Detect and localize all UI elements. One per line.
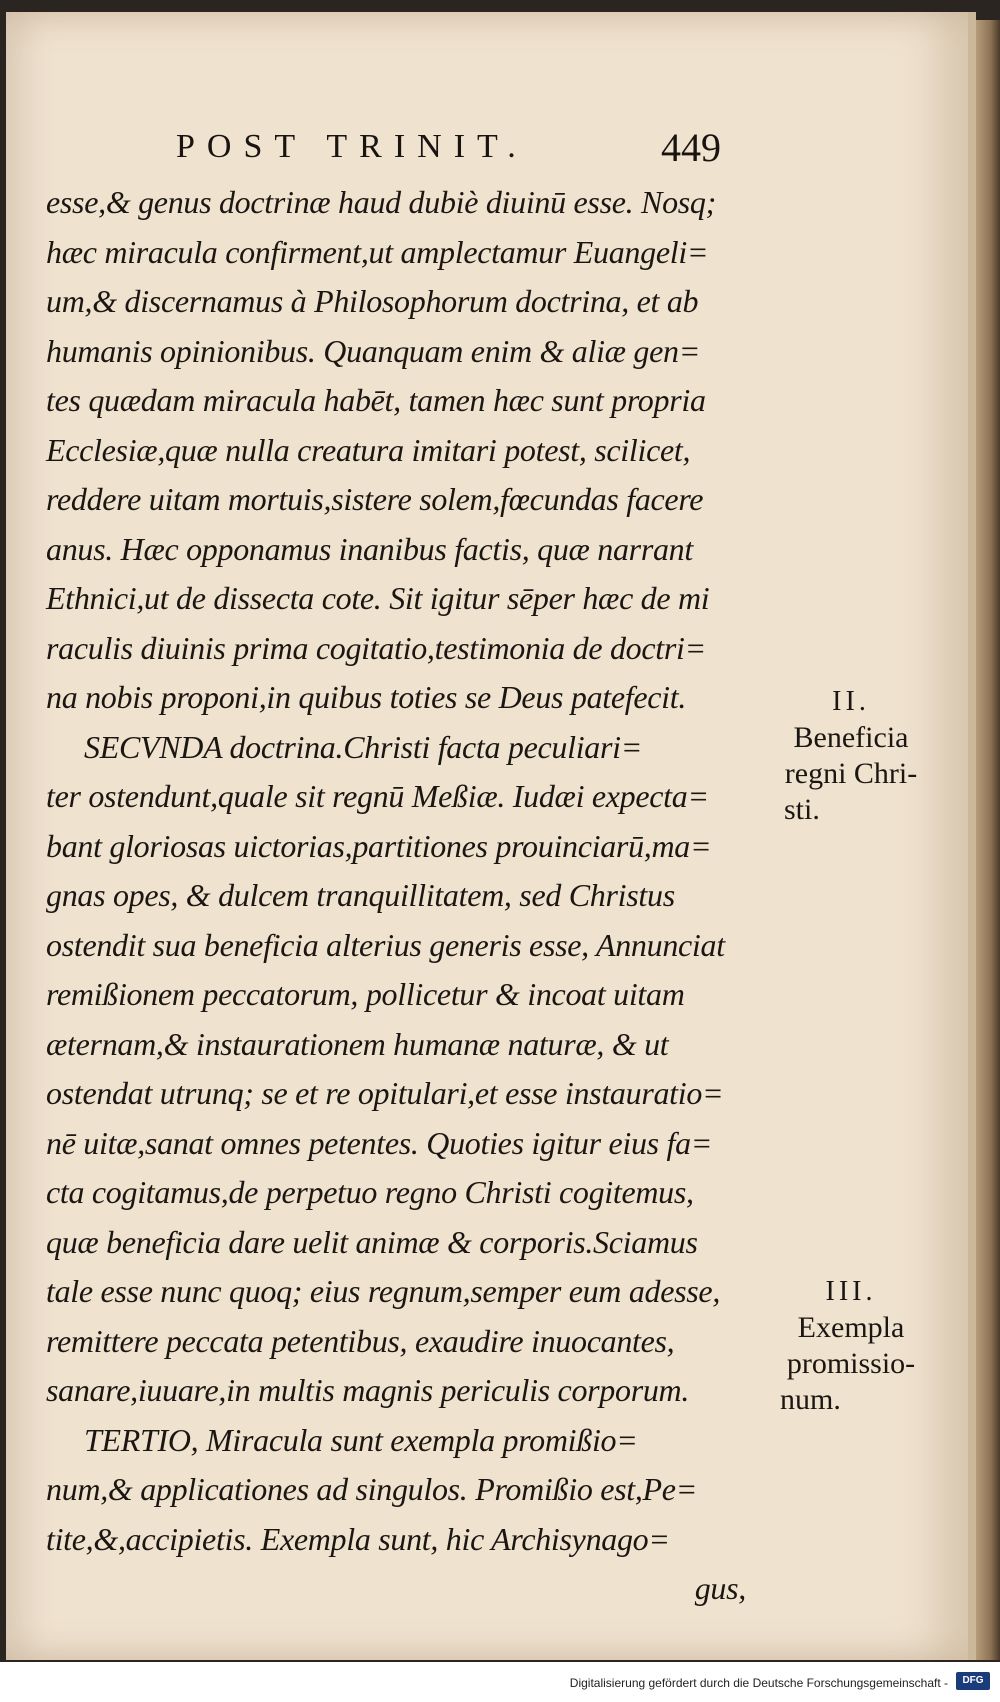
- text-line: tes quædam miracula habēt, tamen hæc sunt propria: [46, 382, 706, 418]
- footer-bar: [0, 1662, 1000, 1702]
- text-line: na nobis proponi,in quibus toties se Deus patefecit.: [46, 679, 687, 715]
- text-line: nē uitæ,sanat omnes petentes. Quoties igitur eius fa=: [46, 1124, 713, 1161]
- margin-note-line: regni Chri-: [784, 757, 918, 790]
- text-line: SECVNDA doctrina.Christi facta peculiari=: [84, 728, 643, 765]
- text-line: ostendit sua beneficia alterius generis esse, Annunciat: [46, 926, 725, 963]
- catchword: gus,: [694, 1570, 746, 1606]
- book-edge: [976, 20, 1000, 1660]
- text-line: ter ostendunt,quale sit regnū Meßiæ. Iudæi expecta=: [46, 778, 709, 814]
- funding-credit: Digitalisierung gefördert durch die Deutsche Forschungsgemeinschaft -: [569, 1676, 948, 1690]
- margin-note-2: [766, 684, 936, 828]
- margin-note-line: Beneficia: [793, 721, 909, 754]
- text-line: tite,&,accipietis. Exempla sunt, hic Archisynago=: [46, 1520, 670, 1557]
- text-line: gnas opes, & dulcem tranquillitatem, sed Christus: [46, 877, 675, 913]
- text-line: anus. Hæc opponamus inanibus factis, quæ narrant: [46, 530, 693, 567]
- text-line: TERTIO, Miracula sunt exempla promißio=: [84, 1421, 638, 1458]
- text-line: remißionem peccatorum, pollicetur & incoat uitam: [46, 976, 685, 1012]
- running-head: POST TRINIT.: [176, 128, 528, 165]
- text-line: Ecclesiæ,quæ nulla creatura imitari potest, scilicet,: [46, 431, 691, 468]
- book-page: [6, 12, 976, 1660]
- body-text: [46, 178, 756, 1614]
- text-line: num,& applicationes ad singulos. Promißio est,Pe=: [46, 1471, 698, 1507]
- margin-note-line: num.: [780, 1383, 841, 1416]
- margin-note-3: [766, 1274, 936, 1418]
- text-line: tale esse nunc quoq; eius regnum,semper eum adesse,: [46, 1273, 721, 1309]
- text-line: reddere uitam mortuis,sistere solem,fœcundas facere: [46, 481, 704, 517]
- text-line: cta cogitamus,de perpetuo regno Christi cogitemus,: [46, 1174, 694, 1210]
- text-line: hæc miracula confirment,ut amplectamur Euangeli=: [46, 233, 709, 270]
- text-line: sanare,iuuare,in multis magnis periculis corporum.: [46, 1372, 690, 1408]
- text-line: remittere peccata petentibus, exaudire inuocantes,: [46, 1322, 675, 1359]
- page-header: [6, 125, 756, 178]
- text-line: esse,& genus doctrinæ haud dubiè diuinū esse. Nosq;: [46, 184, 716, 220]
- text-line: æternam,& instaurationem humanæ naturæ, & ut: [46, 1025, 669, 1062]
- text-line: raculis diuinis prima cogitatio,testimonia de doctri=: [46, 629, 706, 666]
- dfg-logo: DFG: [956, 1672, 990, 1690]
- text-line: um,& discernamus à Philosophorum doctrina, et ab: [46, 283, 699, 319]
- text-line: humanis opinionibus. Quanquam enim & aliæ gen=: [46, 332, 701, 369]
- text-line: quæ beneficia dare uelit animæ & corporis.Sciamus: [46, 1223, 698, 1260]
- margin-note-line: promissio-: [786, 1347, 916, 1380]
- text-line: ostendat utrunq; se et re opitulari,et esse instauratio=: [46, 1075, 724, 1111]
- margin-note-line: sti.: [784, 793, 820, 826]
- margin-note-number: II.: [832, 686, 870, 717]
- margin-note-line: Exempla: [797, 1311, 905, 1344]
- text-line: bant gloriosas uictorias,partitiones prouinciarū,ma=: [46, 827, 712, 864]
- text-line: Ethnici,ut de dissecta cote. Sit igitur sēper hæc de mi: [46, 580, 710, 616]
- margin-note-number: III.: [825, 1276, 877, 1307]
- page-number: 449: [661, 125, 721, 170]
